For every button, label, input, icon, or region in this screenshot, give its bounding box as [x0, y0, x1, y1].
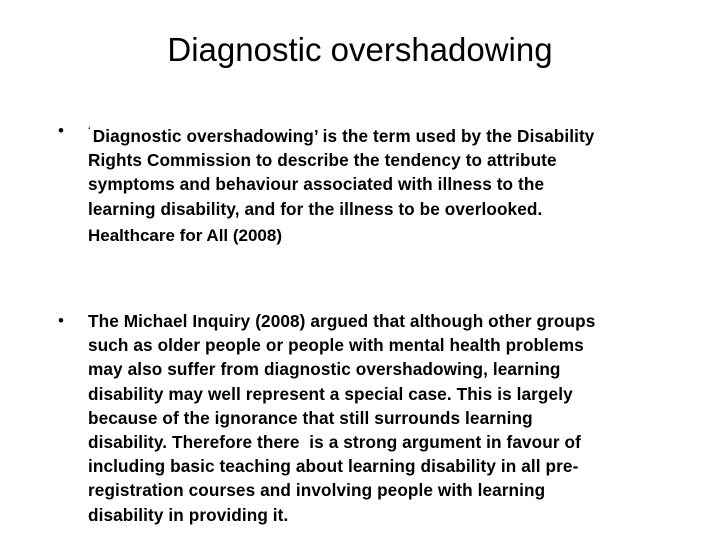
bullet-marker-2: • — [58, 311, 64, 330]
bullet-1-line-1 — [88, 119, 708, 148]
slide-title: Diagnostic overshadowing — [167, 31, 553, 68]
bullet-2-line-9: disability in providing it. — [88, 504, 289, 525]
bullet-2-line-8: registration courses and involving people with learning — [88, 480, 546, 501]
bullet-1-line-1-text: Diagnostic overshadowing’ is the term used by the Disability — [92, 126, 595, 146]
bullet-2-line-5: because of the ignorance that still surrounds learning — [88, 407, 533, 428]
citation: Healthcare for All (2008) — [88, 226, 282, 245]
bullet-2-line-2: such as older people or people with mental health problems — [88, 335, 584, 356]
bullet-1-line-3: symptoms and behaviour associated with illness to the — [88, 174, 545, 195]
bullet-2-line-1: The Michael Inquiry (2008) argued that although other groups — [88, 311, 596, 331]
bullet-2-line-3: may also suffer from diagnostic overshadowing, learning — [88, 359, 561, 380]
bullet-2-text — [88, 309, 708, 527]
bullet-marker-1: • — [58, 121, 64, 140]
open-quote: ‘ — [88, 124, 91, 138]
bullet-2-line-4: disability may well represent a special case. This is largely — [88, 383, 573, 404]
bullet-1-line-4: learning disability, and for the illness to be overlooked. — [88, 198, 543, 219]
bullet-2-line-6: disability. Therefore there is a strong argument in favour of — [88, 432, 581, 453]
bullet-2-line-7: including basic teaching about learning disability in all pre- — [88, 456, 579, 477]
bullet-1-line-2: Rights Commission to describe the tendency to attribute — [88, 150, 557, 171]
bullet-1-text — [88, 119, 708, 221]
